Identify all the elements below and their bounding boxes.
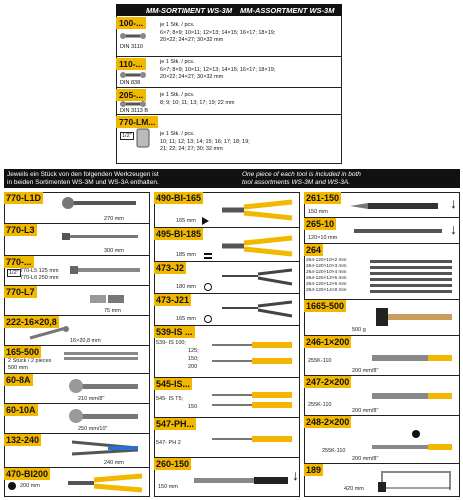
tool-dim: 200 mm/8" [352, 368, 379, 374]
tool-cell [304, 192, 460, 218]
tool-dim: 165 mm [176, 316, 196, 322]
combination-wrench-icon [120, 70, 146, 80]
header-left: MM-SORTIMENT WS-3M [146, 6, 233, 15]
tool-code: 248-2×200 [306, 417, 350, 427]
arrow-down-icon: ↓ [450, 195, 457, 211]
top-row-code: 110-... [116, 58, 146, 70]
tool-dim: 770-L5 125 mm [20, 268, 59, 274]
top-row-code: 205-... [116, 89, 146, 101]
tool-code: 547-PH... [156, 419, 195, 429]
tool-code: 264 [306, 245, 322, 255]
top-row-code: 100-... [116, 17, 146, 29]
tool-cell [4, 434, 150, 468]
tool-code: 60-10A [6, 405, 36, 415]
tool-cell [4, 286, 150, 316]
tool-dim: 150 mm [158, 484, 178, 490]
tool-dim: 200 mm [20, 483, 40, 489]
tool-cell [4, 346, 150, 374]
tool-code: 222-16×20,8 [6, 317, 57, 327]
tool-code: 470-BI200 [6, 469, 49, 479]
phillips-screwdriver-icon [210, 434, 298, 448]
tool-dim: 150 mm [308, 209, 328, 215]
tool-dim: 250 mm/10" [78, 426, 108, 432]
tool-dim: 255K-110 [322, 448, 346, 454]
tool-code: 490-BI-165 [156, 193, 202, 203]
tool-code: 473-J21 [156, 295, 190, 305]
top-header [116, 4, 342, 16]
circlip-pliers-icon [218, 298, 294, 322]
cutter-icon [202, 217, 209, 225]
circlip-icon [204, 315, 212, 323]
tool-dim: 539- IS 100; [156, 340, 186, 346]
tool-code: 473-J2 [156, 263, 185, 273]
top-row-sub: DIN 3110 [120, 44, 143, 50]
tool-dim: 264-120×12×5 mm [306, 276, 347, 281]
tool-code: 261-150 [306, 193, 340, 203]
double-open-end-wrench-icon [120, 30, 146, 42]
circlip-pliers-icon [218, 266, 294, 290]
top-row-qty: je 1 Stk. / pcs. [160, 22, 195, 28]
tool-dim: 547- PH 2 [156, 440, 181, 446]
tool-cell [304, 336, 460, 376]
top-row-line2: 20×22; 24×27; 30×32 mm [160, 74, 224, 80]
file-icon [190, 474, 290, 488]
tool-dim: 770-L6 250 mm [20, 275, 59, 281]
tool-cell [154, 294, 300, 326]
tool-cell [4, 316, 150, 346]
tool-cell [154, 378, 300, 418]
t-handle-icon [62, 232, 140, 242]
tool-dim: 150; [188, 356, 199, 362]
tool-dim: 180 mm [176, 284, 196, 290]
tool-dim: 255K-110 [308, 358, 332, 364]
banner-right-1: One piece of each tool is included in both [242, 171, 361, 178]
tool-dim: 264-120×10×3 mm [306, 264, 347, 269]
circlip-icon [204, 283, 212, 291]
tool-cell [304, 218, 460, 244]
tool-dim: 264-120×14×8 mm [306, 288, 347, 293]
tool-dim: 210 mm/8" [78, 396, 105, 402]
tool-code: 770-L3 [6, 225, 35, 235]
tool-dim: 75 mm [104, 308, 121, 314]
tool-dim: 120×10 mm [308, 235, 338, 241]
top-row-sub: DIN 838 [120, 80, 141, 86]
adjustable-wrench-icon [66, 378, 140, 394]
tool-cell [154, 262, 300, 294]
tool-cell [154, 228, 300, 262]
tool-dim: 264-120×10×4 mm [306, 270, 347, 275]
tool-dim: 185 mm [176, 252, 196, 258]
flat-file-icon [370, 352, 454, 364]
top-row [116, 57, 342, 88]
tool-dim: 420 mm [344, 486, 364, 492]
top-row-code: 770-LM... [116, 116, 158, 128]
banner-left-1: Jeweils ein Stück von den folgenden Werkzeugen ist [7, 171, 159, 178]
tool-cell [4, 224, 150, 256]
tool-code: 539-IS ... [156, 327, 193, 337]
round-profile-icon [412, 430, 420, 438]
tool-code: 770-L1D [6, 193, 42, 203]
tool-code: 770-L7 [6, 287, 35, 297]
tool-dim: 255K-110 [308, 402, 332, 408]
hammer-icon [374, 304, 454, 330]
drive-size-label: 1/2" [9, 270, 19, 276]
socket-icon [134, 127, 156, 151]
hacksaw-icon [378, 468, 454, 494]
arrow-down-icon: ↓ [292, 467, 299, 483]
tool-dim: 165 mm [176, 218, 196, 224]
tool-dim: 200 mm/8" [352, 408, 379, 414]
tool-code: 770-... [6, 257, 32, 267]
combination-pliers-icon [218, 234, 294, 258]
tool-cell [154, 418, 300, 458]
top-row-qty: je 1 Stk. / pcs. [160, 131, 195, 137]
extension-bar-icon [70, 264, 144, 276]
tool-dim: 240 mm [104, 460, 124, 466]
top-row-sub: 1/2" [122, 133, 132, 139]
header-right: MM-ASSORTMENT WS-3M [240, 6, 335, 15]
adjustable-wrench-icon [66, 408, 140, 424]
spark-plug-socket-icon [28, 326, 72, 340]
tool-code: 260-150 [156, 459, 190, 469]
top-row [116, 88, 342, 115]
top-row [116, 115, 342, 164]
ratchet-icon [58, 196, 138, 210]
tool-dim: 200 [188, 364, 198, 370]
tool-dim: 150 [188, 404, 198, 410]
tool-cell [4, 256, 150, 286]
pin-punch-set-icon [368, 258, 454, 294]
tool-cell [4, 404, 150, 434]
screwdriver-icon [210, 340, 298, 370]
tool-dim: 270 mm [104, 216, 124, 222]
tool-code: 189 [306, 465, 322, 475]
tool-cell [304, 464, 460, 497]
tool-cell [304, 300, 460, 336]
tool-dim: 300 mm [104, 248, 124, 254]
top-row-line1: 8; 9; 10; 11; 13; 17; 19; 22 mm [160, 100, 235, 106]
tool-code: 246-1×200 [306, 337, 350, 347]
tool-code: 60-8A [6, 375, 31, 385]
ring-wrench-icon [120, 100, 146, 108]
tool-dim: 264-120×10×2 mm [306, 258, 347, 263]
top-row-qty: je 1 Stk. / pcs. [160, 92, 195, 98]
top-row-line2: 21; 22; 24; 27; 30; 32 mm [160, 146, 223, 152]
arrow-down-icon: ↓ [450, 221, 457, 237]
tool-cell [304, 244, 460, 300]
tool-dim: 16×20,8 mm [70, 338, 101, 344]
center-punch-icon [352, 226, 446, 236]
top-row-line2: 20×22; 24×27; 30×32 mm [160, 37, 224, 43]
tool-cell [4, 468, 150, 497]
tool-dim: 500 g [352, 327, 366, 333]
tool-code: 1665-500 [306, 301, 345, 311]
banner-left-2: in beiden Sortimenten WS-3M und WS-3A enthalten. [7, 179, 159, 186]
tool-cell [154, 458, 300, 497]
tool-dim: 264-120×12×6 mm [306, 282, 347, 287]
top-row-line1: 6×7; 8×9; 10×11; 12×13; 14×15; 16×17; 18×19; [160, 67, 276, 73]
tool-code: 132-240 [6, 435, 40, 445]
tool-code: 545-IS... [156, 379, 191, 389]
tool-cell [4, 374, 150, 404]
half-round-file-icon [370, 390, 454, 402]
top-row-line1: 10; 11; 12; 13; 14; 15; 16; 17; 18; 19; [160, 139, 250, 145]
combination-icon [204, 253, 212, 259]
pliers-icon [64, 472, 144, 494]
water-pump-pliers-icon [68, 438, 140, 458]
tool-code: 495-BI-185 [156, 229, 202, 239]
top-row-sub: DIN 3113 B [120, 108, 149, 114]
tool-dim: 200 mm/8" [352, 456, 379, 462]
tool-cell [154, 192, 300, 228]
info-banner [4, 169, 460, 188]
tool-code: 165-500 [6, 347, 40, 357]
top-row-qty: je 1 Stk. / pcs. [160, 59, 195, 65]
tool-code: 247-2×200 [306, 377, 350, 387]
tire-lever-icon [62, 350, 142, 362]
tool-cell [4, 192, 150, 224]
banner-right-2: tool assortments WS-3M and WS-3A. [242, 179, 351, 186]
tool-dim: 500 mm [8, 365, 28, 371]
tool-code: 265-10 [306, 219, 335, 229]
tool-dim: 545- IS T5; [156, 396, 184, 402]
universal-joint-icon [88, 292, 128, 306]
tool-cell [304, 376, 460, 416]
tool-cell [304, 416, 460, 464]
bullet-dot [8, 482, 16, 490]
top-row-line1: 6×7; 8×9; 10×11; 12×13; 14×15; 16×17; 18×19; [160, 30, 276, 36]
tool-dim: 2 Stück / 2 pieces [8, 358, 52, 364]
round-file-icon [370, 442, 454, 452]
chisel-icon [348, 200, 446, 212]
tool-cell [154, 326, 300, 378]
top-row [116, 16, 342, 57]
tool-dim: 125; [188, 348, 199, 354]
screwdriver-icon [210, 390, 298, 412]
side-cutter-icon [218, 198, 294, 222]
